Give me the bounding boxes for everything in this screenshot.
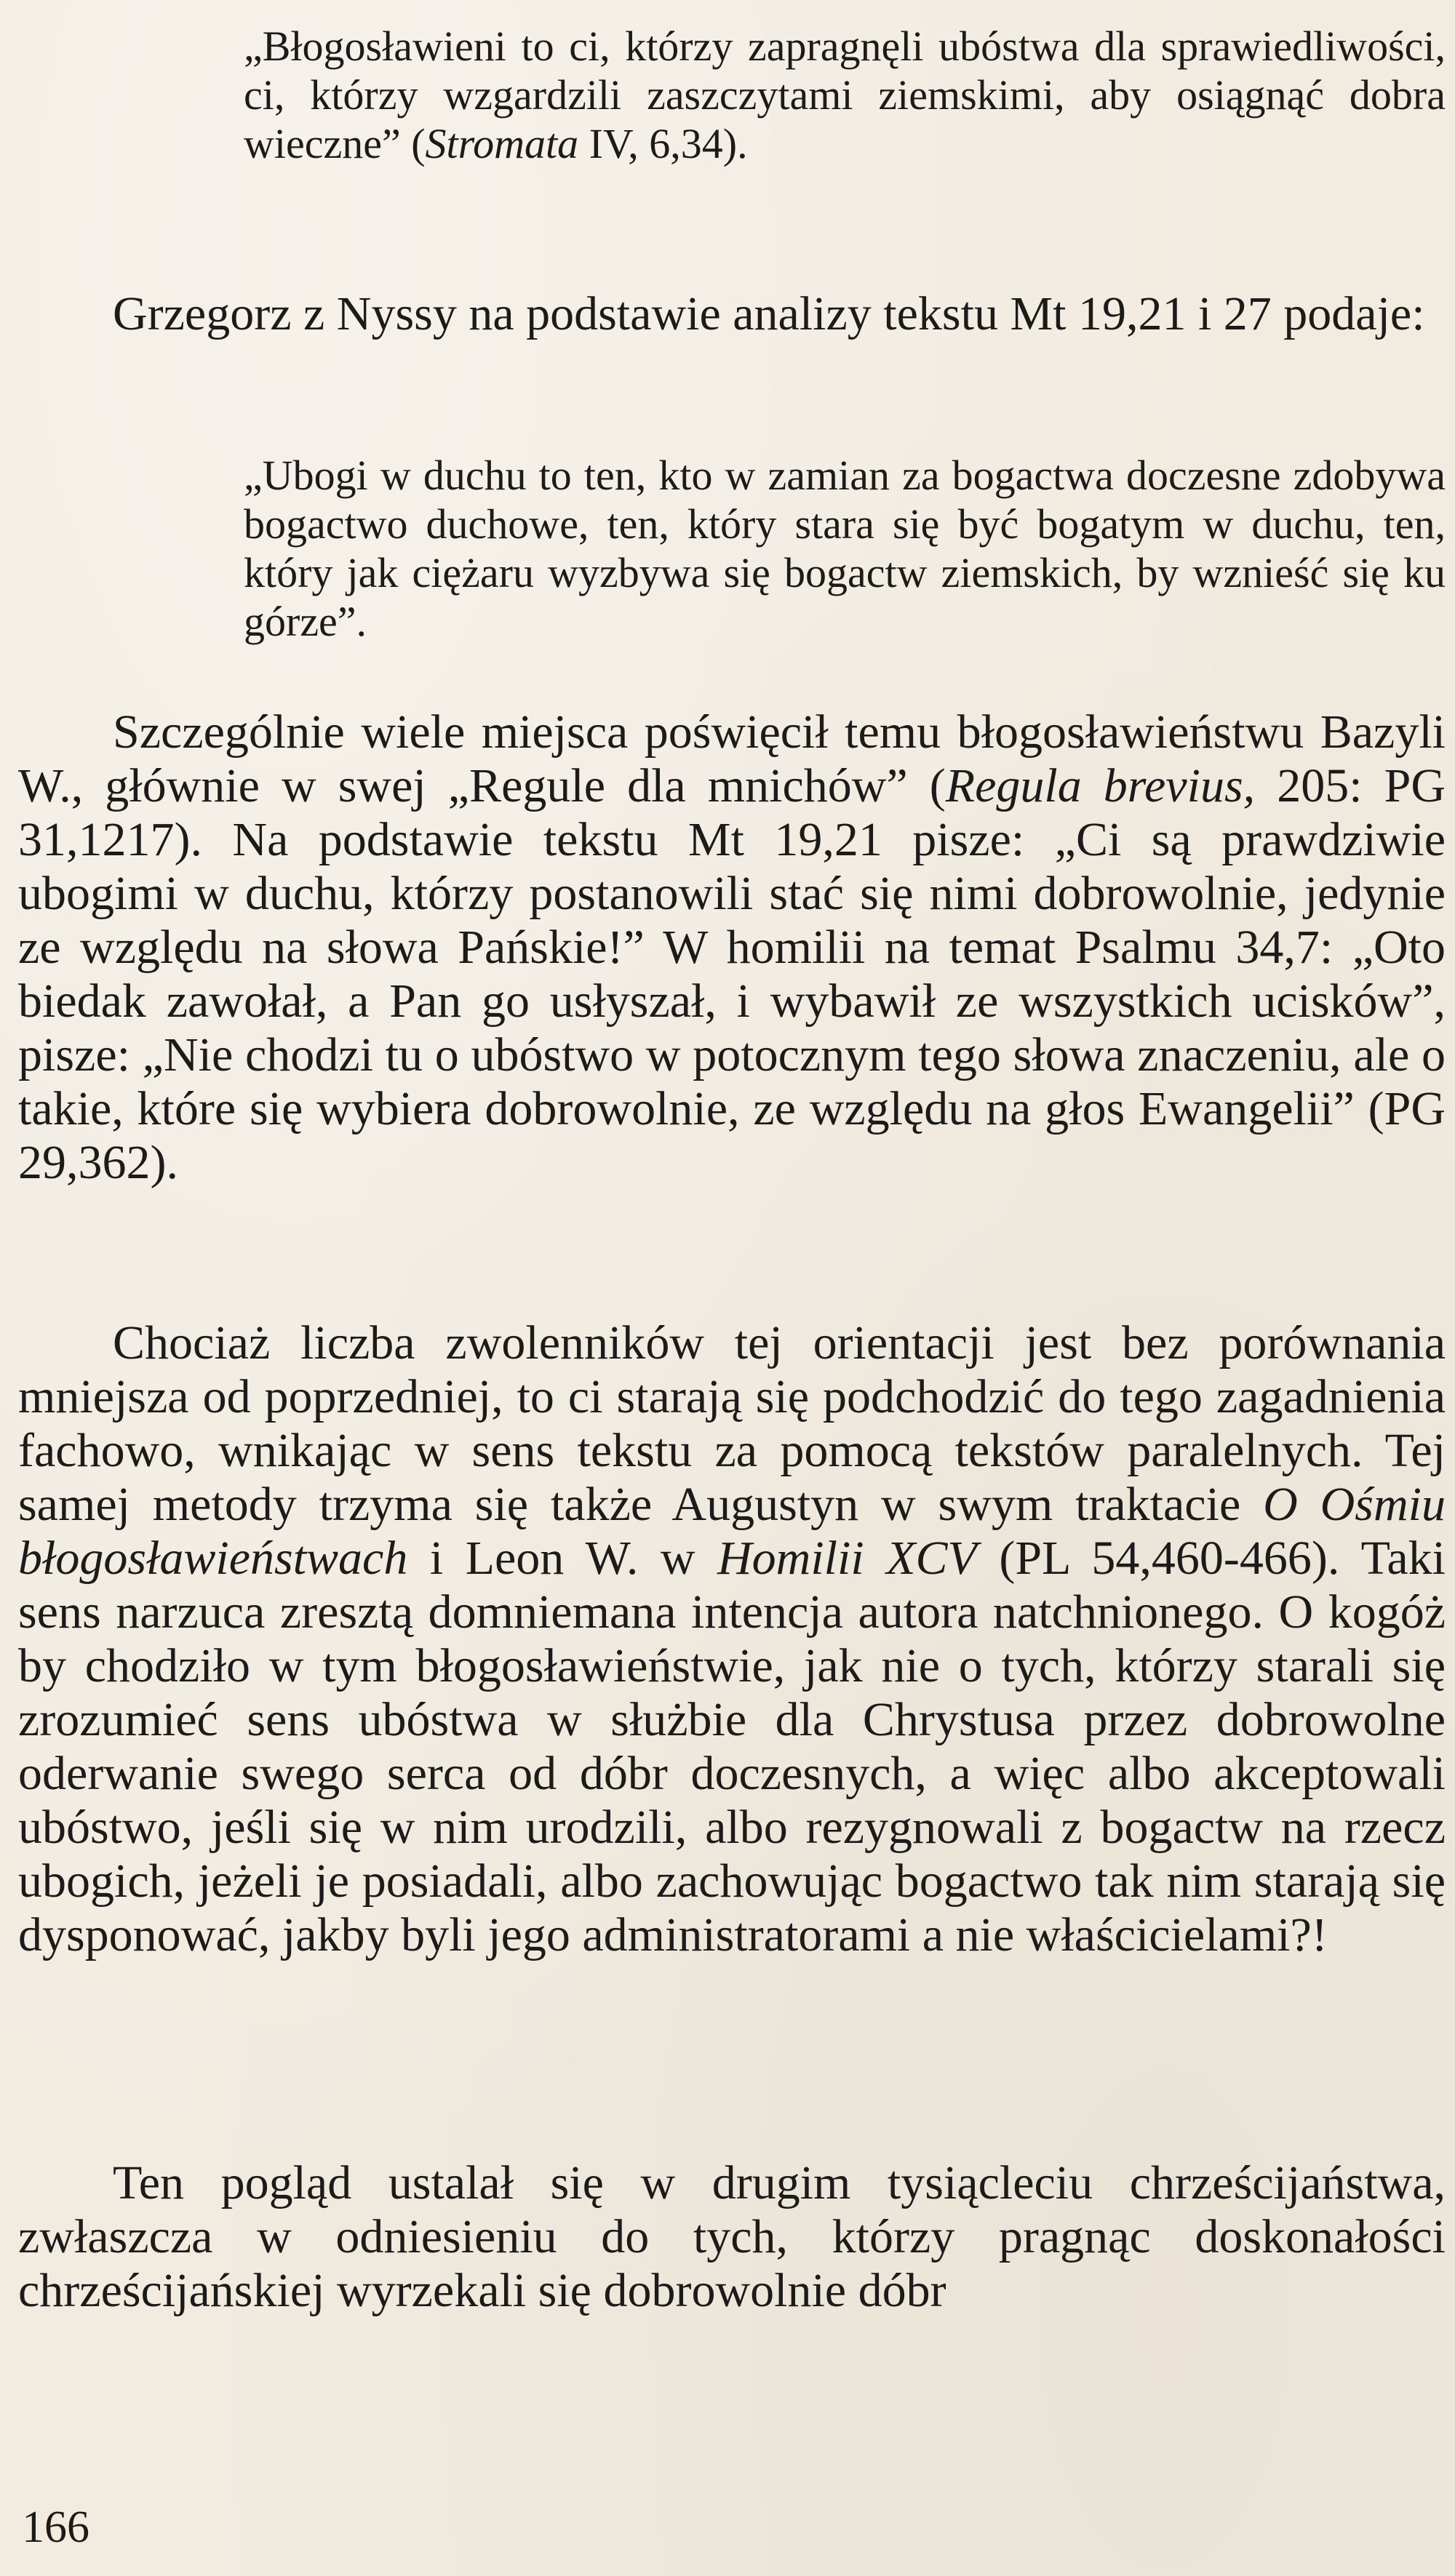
paragraph-gregory-text: Grzegorz z Nyssy na podstawie analizy tekstu Mt 19,21 i 27 podaje: (113, 287, 1425, 340)
paragraph-basil (18, 705, 1446, 1190)
quote-clement (244, 22, 1446, 168)
quote-clement-source: Stromata (425, 120, 579, 167)
page-number: 166 (22, 2503, 89, 2552)
paragraph-second-millennium (18, 2156, 1446, 2318)
paragraph-gregory (18, 287, 1446, 341)
quote-gregory (244, 451, 1446, 646)
paragraph-second-millennium-text: Ten pogląd ustalał się w drugim tysiącleciu chrześcijaństwa, zwłaszcza w odniesieniu do tych, którzy pragnąc doskonałości chrześcijańskiej wyrzekali się dobrowolnie dóbr (18, 2156, 1446, 2317)
paragraph-augustine-text-2: i Leon W. w (407, 1532, 718, 1585)
quote-gregory-text: „Ubogi w duchu to ten, kto w zamian za bogactwa doczesne zdobywa bogactwo duchowe, ten, który stara się być bogatym w duchu, ten, który jak ciężaru wyzbywa się bogactw ziemskich, by wznieść się ku górze”. (244, 452, 1446, 645)
paragraph-augustine-text-3: (PL 54,460-466). Taki sens narzuca zresztą domniemana intencja autora natchnionego. O kogóż by chodziło w tym błogosławieństwie, jak nie o tych, którzy starali się zrozumieć sens ubóstwa w służbie dla Chrystusa przez dobrowolne oderwanie swego serca od dóbr doczesnych, a więc albo akceptowali ubóstwo, jeśli się w nim urodzili, albo rezygnowali z bogactw na rzecz ubogich, jeżeli je posiadali, albo zachowując bogactwo tak nim starają się dysponować, jakby byli jego administratorami a nie właścicielami?! (18, 1532, 1446, 1961)
paragraph-augustine-title-1: O Ośmiu błogosławieństwach (18, 1478, 1446, 1585)
paragraph-basil-text-1: Szczególnie wiele miejsca poświęcił temu błogosławieństwu Bazyli W., głównie w swej „Regule dla mnichów” ( (18, 705, 1446, 812)
paragraph-augustine-title-2: Homilii XCV (717, 1532, 977, 1585)
paragraph-basil-source: Regula brevius, (945, 759, 1256, 812)
paragraph-augustine-text-1: Chociaż liczba zwolenników tej orientacji jest bez porównania mniejsza od poprzedniej, to ci starają się podchodzić do tego zagadnienia fachowo, wnikając w sens tekstu za pomocą tekstów paralelnych. Tej samej metody trzyma się także Augustyn w swym traktacie (18, 1316, 1446, 1531)
quote-clement-text: „Błogosławieni to ci, którzy zapragnęli ubóstwa dla sprawiedliwości, ci, którzy wzgardzili zaszczytami ziemskimi, aby osiągnąć dobra wieczne” ( (244, 23, 1446, 167)
paragraph-augustine (18, 1316, 1446, 1962)
quote-clement-reference: IV, 6,34). (578, 120, 748, 167)
paragraph-basil-text-2: 205: PG 31,1217). Na podstawie tekstu Mt 19,21 pisze: „Ci są prawdziwie ubogimi w duchu, którzy postanowili stać się nimi dobrowolnie, jedynie ze względu na słowa Pańskie!” W homilii na temat Psalmu 34,7: „Oto biedak zawołał, a Pan go usłyszał, i wybawił ze wszystkich ucisków”, pisze: „Nie chodzi tu o ubóstwo w potocznym tego słowa znaczeniu, ale o takie, które się wybiera dobrowolnie, ze względu na głos Ewangelii” (PG 29,362). (18, 759, 1446, 1189)
